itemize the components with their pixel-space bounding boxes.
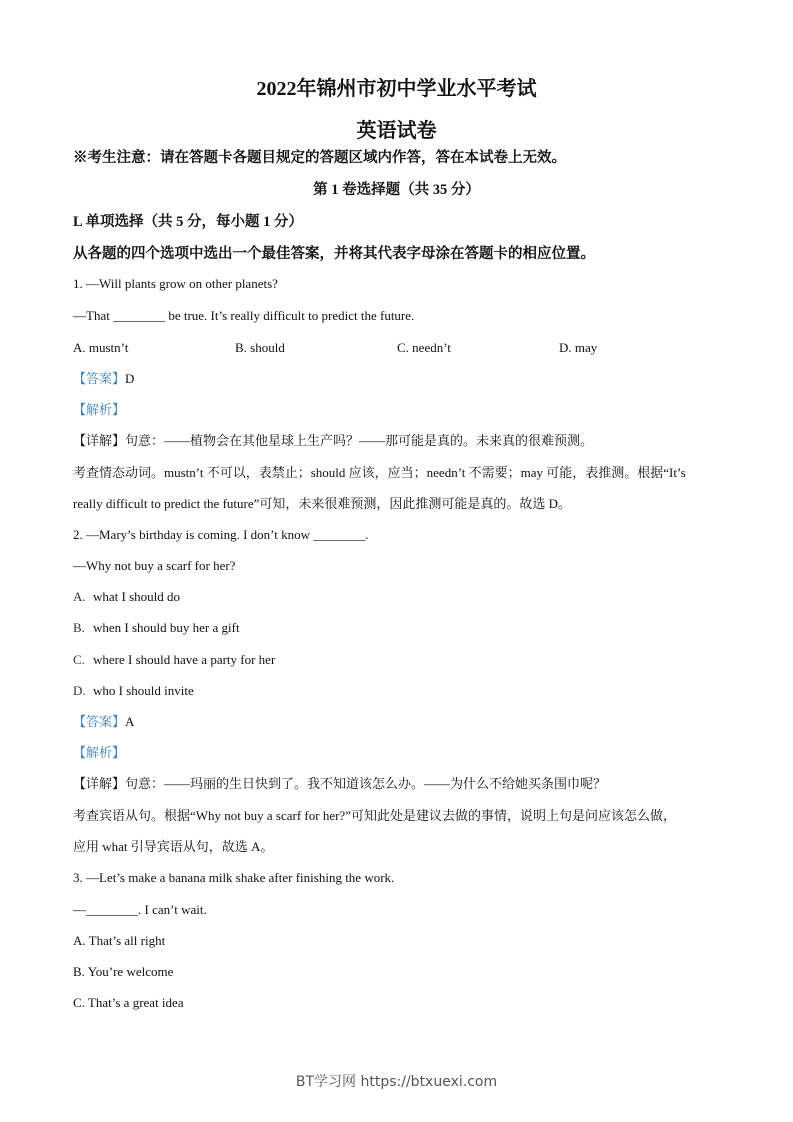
- answer-label: 【答案】: [73, 714, 126, 729]
- q1-explain-1: 考查情态动词。mustn’t 不可以，表禁止；should 应该，应当；needn’t 不需要；may 可能，表推测。根据“It’s: [73, 465, 686, 480]
- footer-watermark: BT学习网 https://btxuexi.com: [295, 1074, 498, 1090]
- q1-answer: [73, 371, 134, 387]
- q1-response: —That ________ be true. It’s really difficult to predict the future.: [73, 308, 415, 323]
- q1-analysis-label: 【解析】: [73, 402, 126, 417]
- section-heading: L 单项选择（共 5 分，每小题 1 分）: [73, 214, 303, 230]
- q3-prompt: 3. —Let’s make a banana milk shake after finishing the work.: [73, 870, 395, 885]
- q1-detail: 【详解】句意：——植物会在其他星球上生产吗？——那可能是真的。未来真的很难预测。: [73, 433, 594, 448]
- q3-option-c: C. That’s a great idea: [73, 995, 184, 1010]
- answer-value: D: [125, 371, 135, 386]
- q2-option-d: D. who I should invite: [73, 683, 194, 698]
- answer-label: 【答案】: [73, 371, 126, 386]
- q1-explain-2: really difficult to predict the future”可知，未来很难预测，因此推测可能是真的。故选 D。: [73, 496, 572, 511]
- q3-option-b: B. You’re welcome: [73, 964, 174, 979]
- q1-option-a: A. mustn’t: [73, 340, 129, 355]
- q2-response: —Why not buy a scarf for her?: [73, 558, 236, 573]
- q2-detail: 【详解】句意：——玛丽的生日快到了。我不知道该怎么办。——为什么不给她买条围巾呢？: [73, 776, 607, 791]
- q3-response: —________. I can’t wait.: [73, 902, 207, 917]
- q2-explain-2: 应用 what 引导宾语从句，故选 A。: [73, 839, 274, 854]
- q2-explain-1: 考查宾语从句。根据“Why not buy a scarf for her?”可知此处是建议去做的事情，说明上句是问应该怎么做，: [73, 808, 676, 823]
- q2-answer: [73, 714, 134, 730]
- answer-value: A: [125, 714, 135, 729]
- q2-option-a: A. what I should do: [73, 589, 181, 604]
- notice: ※考生注意：请在答题卡各题目规定的答题区域内作答，答在本试卷上无效。: [73, 150, 566, 166]
- q1-option-b: B. should: [235, 340, 285, 355]
- q2-option-c: C. where I should have a party for her: [73, 652, 276, 667]
- exam-title: 2022年锦州市初中学业水平考试: [256, 78, 537, 100]
- q1-prompt: 1. —Will plants grow on other planets?: [73, 276, 278, 291]
- exam-subtitle: 英语试卷: [356, 120, 437, 142]
- q2-analysis-label: 【解析】: [73, 745, 126, 760]
- instruction: 从各题的四个选项中选出一个最佳答案，并将其代表字母涂在答题卡的相应位置。: [73, 246, 595, 262]
- q2-option-b: B. when I should buy her a gift: [73, 620, 240, 635]
- q3-option-a: A. That’s all right: [73, 933, 166, 948]
- q1-option-c: C. needn’t: [397, 340, 451, 355]
- part-heading: 第 1 卷选择题（共 35 分）: [313, 182, 480, 198]
- q1-option-d: D. may: [559, 340, 598, 355]
- q2-prompt: 2. —Mary’s birthday is coming. I don’t know ________.: [73, 527, 369, 542]
